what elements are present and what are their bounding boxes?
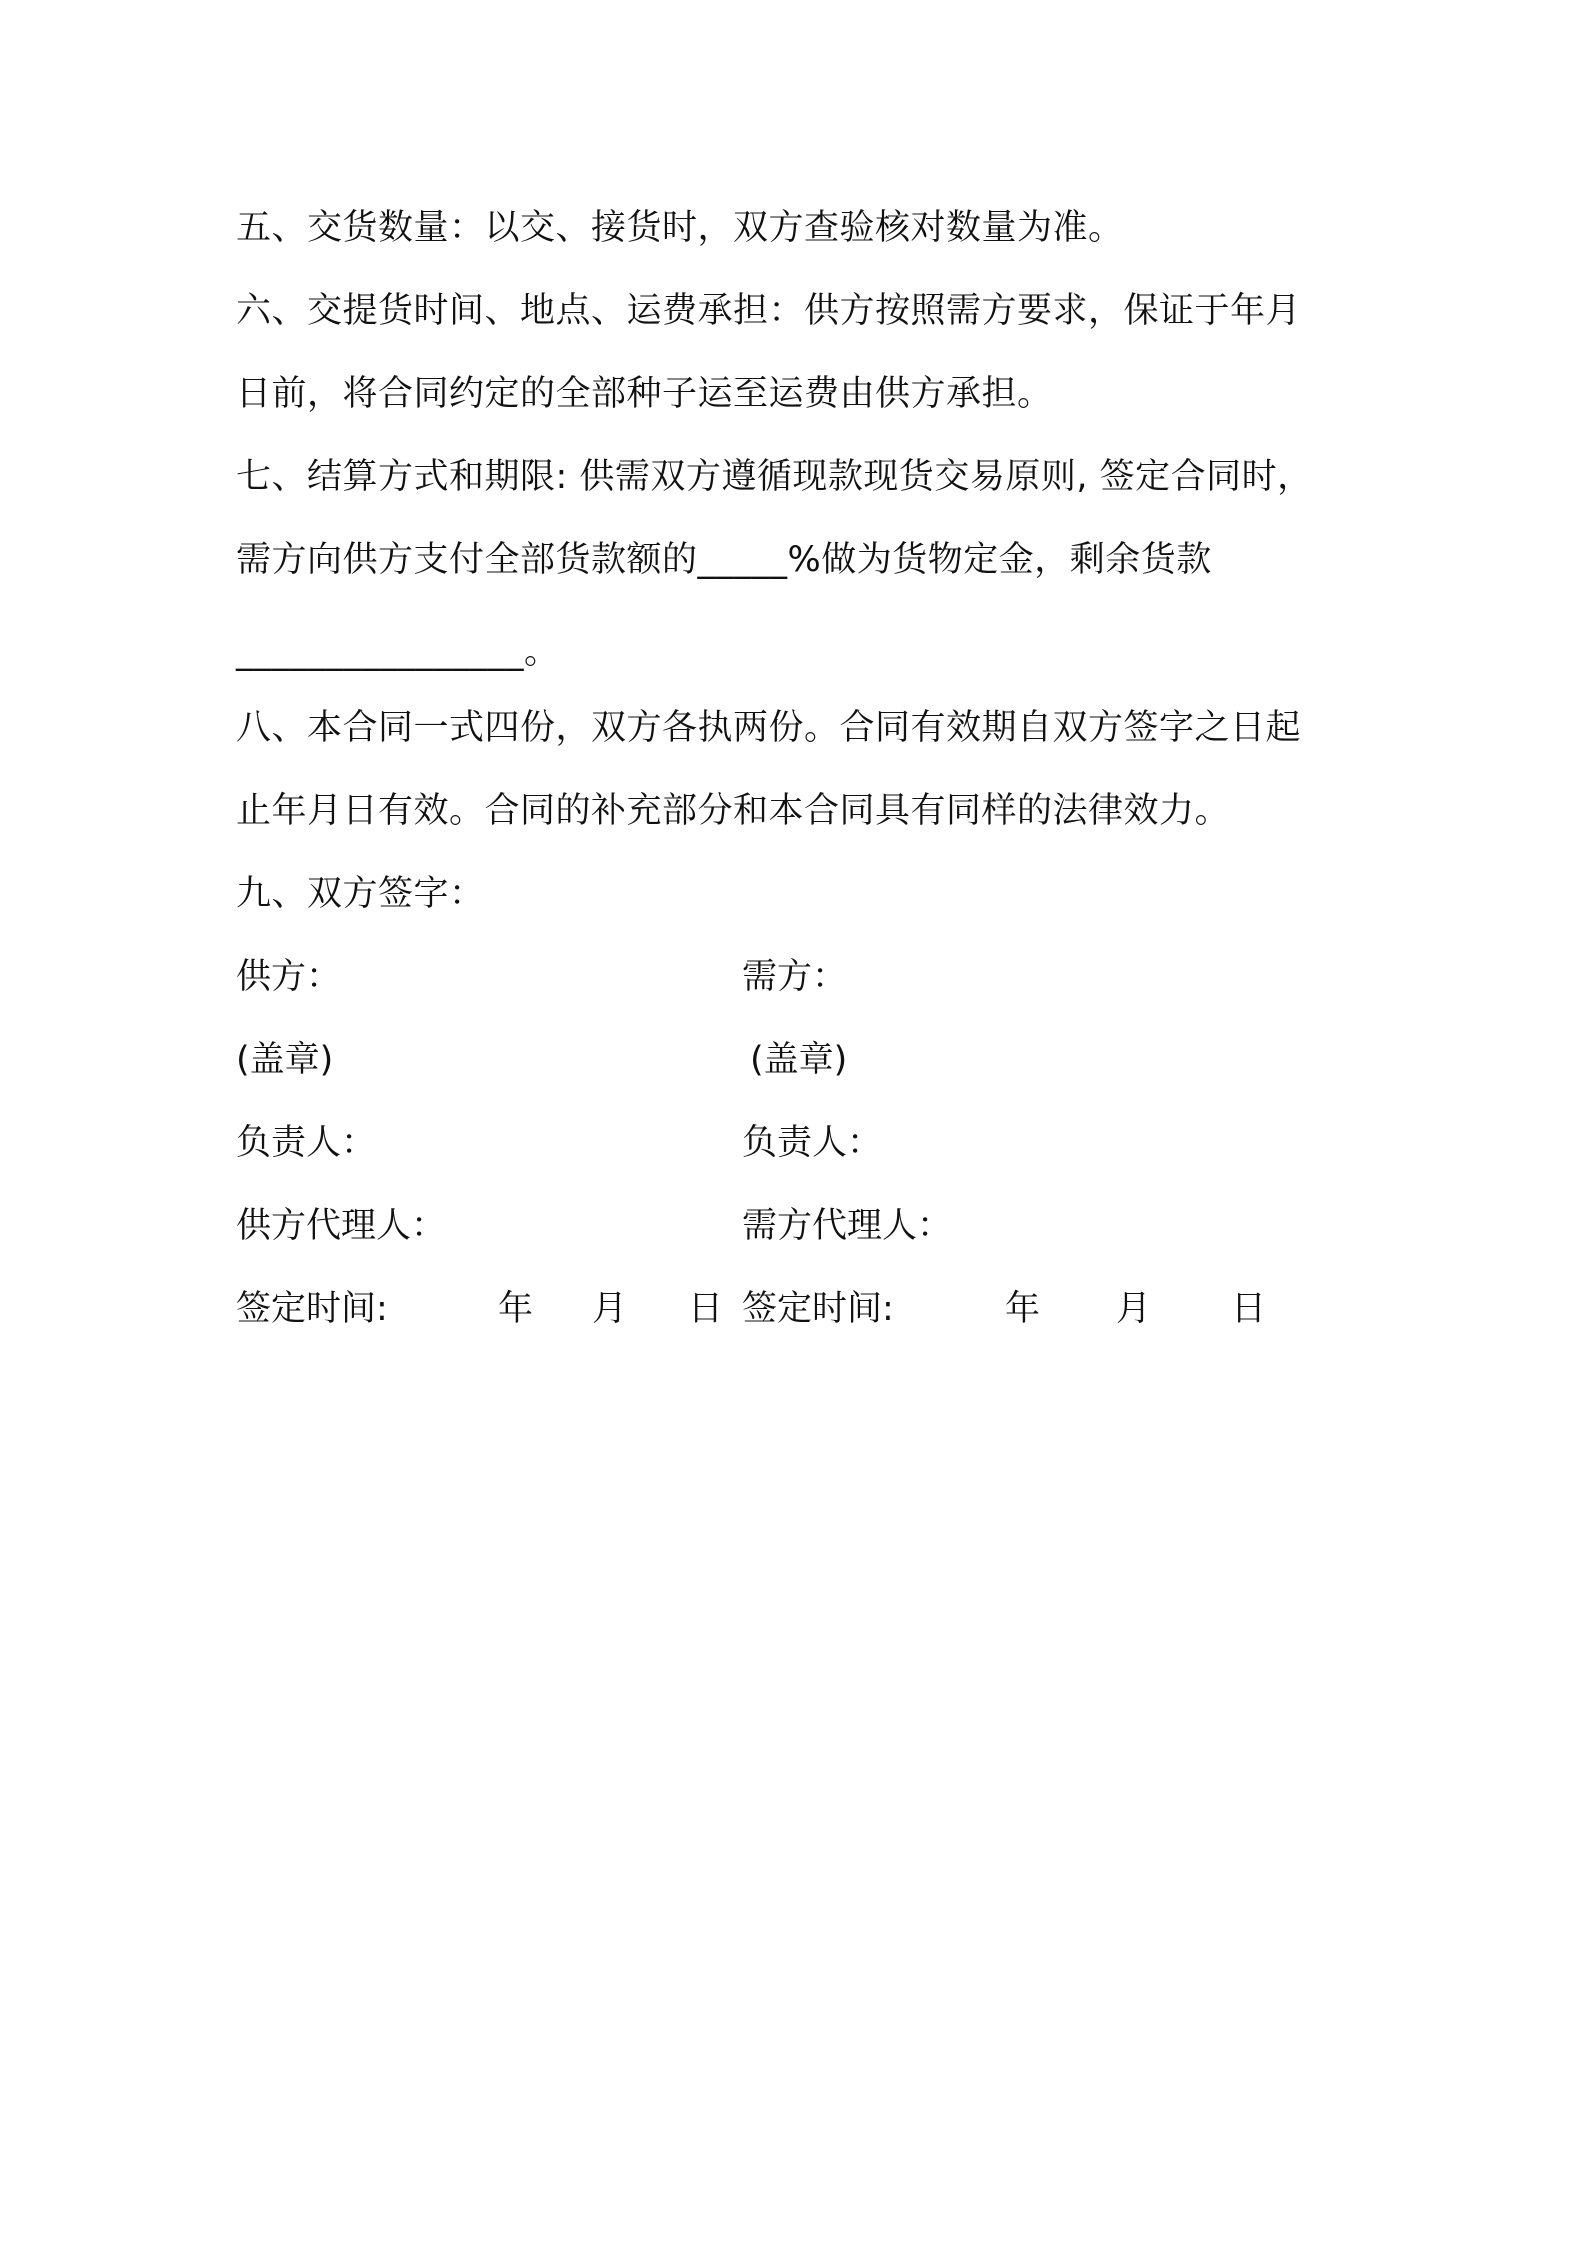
clause-6-line-2: 日前，将合同约定的全部种子运至运费由供方承担。 xyxy=(236,374,1053,414)
buyer-person: 负责人： xyxy=(742,1123,883,1163)
supplier-person: 负责人： xyxy=(236,1123,377,1163)
buyer-date-day: 日 xyxy=(1231,1289,1267,1329)
supplier-date-day: 日 xyxy=(688,1289,724,1329)
clause-9-heading: 九、双方签字： xyxy=(236,874,485,914)
supplier-agent: 供方代理人： xyxy=(236,1206,447,1246)
supplier-date-label: 签定时间: xyxy=(236,1289,388,1329)
clause-6-line-1: 六、交提货时间、地点、运费承担：供方按照需方要求，保证于年月 xyxy=(236,291,1302,331)
clause-7-line-1: 七、结算方式和期限: 供需双方遵循现款现货交易原则, 签定合同时， xyxy=(236,457,1313,497)
buyer-seal: (盖章) xyxy=(750,1040,848,1080)
buyer-agent: 需方代理人： xyxy=(742,1206,953,1246)
buyer-label: 需方： xyxy=(742,957,848,997)
buyer-date-label: 签定时间: xyxy=(742,1289,894,1329)
supplier-date-month: 月 xyxy=(592,1289,628,1329)
buyer-date-month: 月 xyxy=(1116,1289,1152,1329)
buyer-date-year: 年 xyxy=(1005,1289,1041,1329)
supplier-seal: (盖章) xyxy=(236,1040,334,1080)
supplier-date-year: 年 xyxy=(498,1289,534,1329)
clause-8-line-2: 止年月日有效。合同的补充部分和本合同具有同样的法律效力。 xyxy=(236,791,1231,831)
clause-8-line-1: 八、本合同一式四份，双方各执两份。合同有效期自双方签字之日起 xyxy=(236,708,1302,748)
clause-7-line-3: ________________。 xyxy=(236,632,560,672)
clause-7-line-2: 需方向供方支付全部货款额的_____%做为货物定金，剩余货款 xyxy=(236,540,1212,580)
clause-5: 五、交货数量：以交、接货时，双方查验核对数量为准。 xyxy=(236,208,1124,248)
supplier-label: 供方： xyxy=(236,957,342,997)
